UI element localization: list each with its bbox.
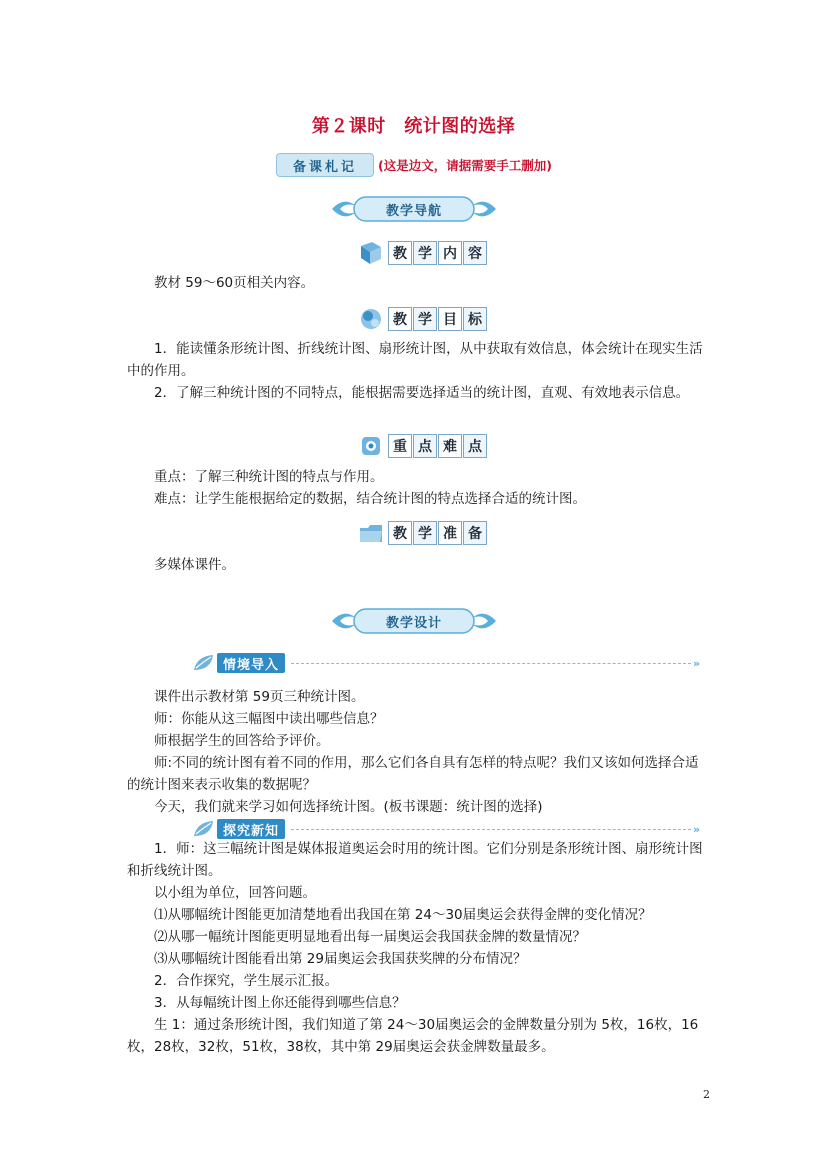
section-char: 点 bbox=[463, 434, 487, 458]
key-point-text: 重点：了解三种统计图的特点与作用。 bbox=[154, 469, 384, 485]
intro-line-1: 课件出示教材第 59页三种统计图。 bbox=[154, 689, 365, 705]
dashed-divider bbox=[291, 829, 691, 830]
prep-paragraph: 多媒体课件。 bbox=[154, 557, 235, 573]
double-chevron-icon: » bbox=[693, 822, 701, 836]
section-char: 内 bbox=[438, 241, 462, 265]
pin-icon bbox=[358, 433, 384, 459]
margin-note-hint: (这是边文，请据需要手工删加) bbox=[378, 158, 552, 173]
section-char: 教 bbox=[388, 307, 412, 331]
banner-teaching-guide bbox=[326, 194, 502, 224]
explore-line-1: 1．师：这三幅统计图是媒体报道奥运会时用的统计图。它们分别是条形统计图、扇形统计图和折线统计图。 bbox=[127, 841, 703, 879]
section-char: 学 bbox=[413, 307, 437, 331]
folder-icon bbox=[358, 520, 384, 546]
banner-label: 教学导航 bbox=[385, 204, 442, 219]
leaf-icon bbox=[191, 818, 217, 840]
section-teaching-prep bbox=[358, 518, 488, 548]
banner-teaching-design bbox=[326, 606, 502, 636]
section-char: 备 bbox=[463, 521, 487, 545]
lesson-title: 第２课时 统计图的选择 bbox=[311, 116, 516, 137]
explore-line-7: 3．从每幅统计图上你还能得到哪些信息？ bbox=[154, 995, 406, 1011]
intro-line-5: 今天，我们就来学习如何选择统计图。(板书课题：统计图的选择) bbox=[154, 799, 543, 815]
difficult-point-text: 难点：让学生能根据给定的数据，结合统计图的特点选择合适的统计图。 bbox=[154, 491, 586, 507]
book-icon bbox=[358, 240, 384, 266]
leaf-icon bbox=[191, 652, 217, 674]
section-char: 准 bbox=[438, 521, 462, 545]
double-chevron-icon: » bbox=[693, 656, 701, 670]
tag-situation-intro bbox=[191, 652, 700, 674]
tag-label: 探究新知 bbox=[217, 819, 285, 839]
goal-item-2: 2．了解三种统计图的不同特点，能根据需要选择适当的统计图，直观、有效地表示信息。 bbox=[154, 385, 690, 401]
intro-line-3: 师根据学生的回答给予评价。 bbox=[154, 733, 330, 749]
section-key-points bbox=[358, 431, 488, 461]
section-char: 点 bbox=[413, 434, 437, 458]
dashed-divider bbox=[291, 663, 691, 664]
intro-line-4: 师:不同的统计图有着不同的作用，那么它们各自具有怎样的特点呢？我们又该如何选择合适的统计图来表示收集的数据呢？ bbox=[127, 755, 699, 793]
tag-label: 情境导入 bbox=[217, 653, 285, 673]
prep-notes-badge: 备课札记 bbox=[276, 153, 374, 177]
section-teaching-goals bbox=[358, 304, 488, 334]
section-char: 学 bbox=[413, 241, 437, 265]
intro-line-2: 师：你能从这三幅图中读出哪些信息？ bbox=[154, 711, 384, 727]
section-char: 教 bbox=[388, 241, 412, 265]
section-char: 重 bbox=[388, 434, 412, 458]
section-char: 学 bbox=[413, 521, 437, 545]
section-teaching-content bbox=[358, 238, 488, 268]
explore-line-8: 生 1：通过条形统计图，我们知道了第 24～30届奥运会的金牌数量分别为 5枚，16枚，16枚，28枚，32枚，51枚，38枚，其中第 29届奥运会获金牌数量最多。 bbox=[127, 1017, 699, 1055]
section-char: 目 bbox=[438, 307, 462, 331]
cube-icon bbox=[358, 306, 384, 332]
explore-line-2: 以小组为单位，回答问题。 bbox=[154, 885, 316, 901]
content-paragraph: 教材 59～60页相关内容。 bbox=[154, 275, 315, 291]
goal-item-1: 1．能读懂条形统计图、折线统计图、扇形统计图，从中获取有效信息，体会统计在现实生活中的作用。 bbox=[127, 341, 703, 379]
section-char: 容 bbox=[463, 241, 487, 265]
explore-line-3: ⑴从哪幅统计图能更加清楚地看出我国在第 24～30届奥运会获得金牌的变化情况？ bbox=[154, 907, 652, 923]
banner-label: 教学设计 bbox=[385, 616, 442, 631]
explore-line-5: ⑶从哪幅统计图能看出第 29届奥运会我国获奖牌的分布情况？ bbox=[154, 951, 527, 967]
explore-line-4: ⑵从哪一幅统计图能更明显地看出每一届奥运会我国获金牌的数量情况？ bbox=[154, 929, 586, 945]
explore-line-6: 2．合作探究，学生展示汇报。 bbox=[154, 973, 339, 989]
section-char: 标 bbox=[463, 307, 487, 331]
page-number: 2 bbox=[703, 1088, 710, 1101]
section-char: 难 bbox=[438, 434, 462, 458]
tag-explore-new bbox=[191, 818, 700, 840]
prep-notes-row bbox=[276, 152, 552, 178]
section-char: 教 bbox=[388, 521, 412, 545]
